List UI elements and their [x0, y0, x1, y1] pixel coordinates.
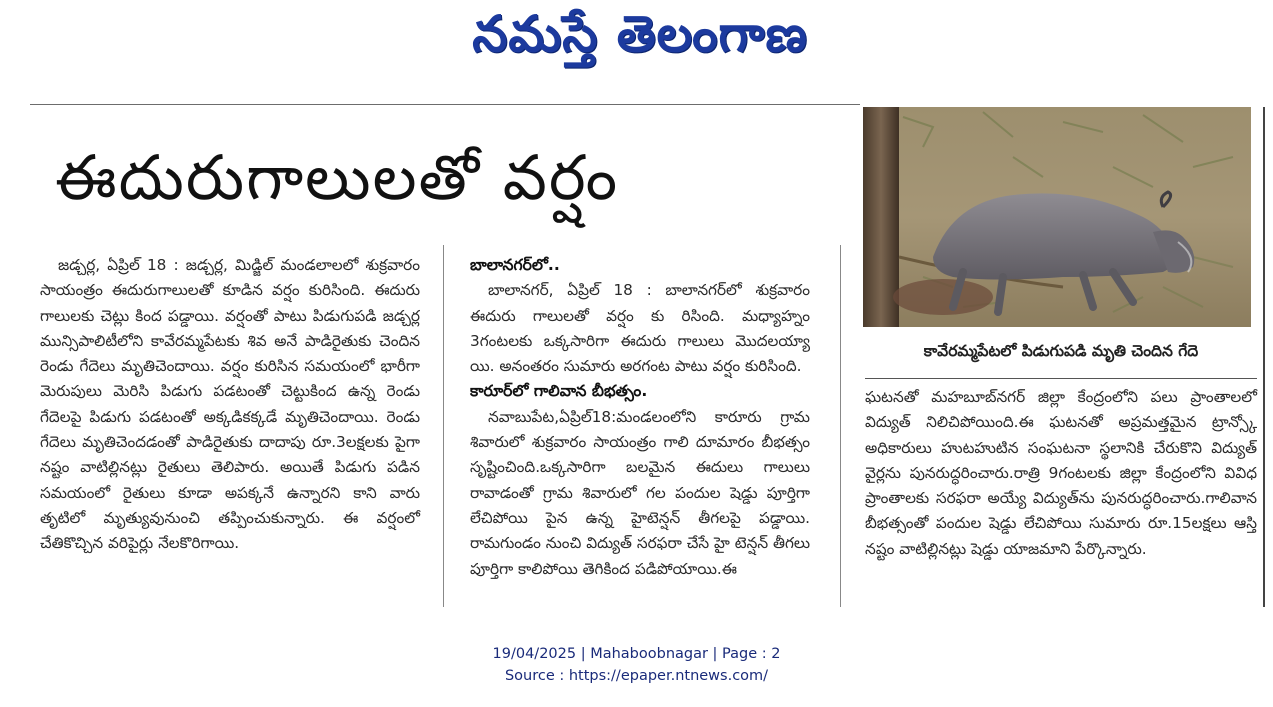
caption-divider — [865, 378, 1257, 379]
col2-paragraph-2: నవాబుపేట,ఏప్రిల్18:మండలంలోని కారూరు గ్రామ శివారులో శుక్రవారం సాయంత్రం గాలి దూమారం బీభత్సం సృష్టించింది.ఒక్కసారిగా బలమైన ఈదులు గాలులు రావాడంతో గ్రామ శివారులో గల పందుల షెడ్డు పూర్తిగా లేచిపోయి పైన ఉన్న హైటెన్షన్ తీగలపై పడ్డాయి. రామగుండం నుంచి విద్యుత్ సరఫరా చేసే హై టెన్షన్ తీగలు పూర్తిగా కాలిపోయి తెగికింద పడిపోయాయి.ఈ — [470, 407, 810, 578]
col2-subheading-karur: కారూర్‌లో గాలివాన బీభత్సం. — [470, 382, 648, 401]
photo-caption: కావేరమ్మపేటలో పిడుగుపడి మృతి చెందిన గేదె — [923, 342, 1199, 360]
footer-source-link[interactable]: Source : https://epaper.ntnews.com/ — [504, 668, 769, 684]
col2-subheading-balanagar: బాలానగర్‌లో.. — [470, 256, 560, 274]
page-right-border — [1263, 107, 1265, 607]
article-column-2 — [470, 253, 810, 582]
col1-paragraph: జడ్చర్ల, ఏప్రిల్ 18 : జడ్చర్ల, మిడ్జిల్ మండలాలలో శుక్రవారం సాయంత్రం ఈదురుగాలులతో కూడిన వర్షం కురిసింది. ఈదురు గాలులకు చెట్లు కింద పడ్డాయి. వర్షంతో పాటు పిడుగుపడి జడ్చర్ల మున్సిపాలిటీలోని కావేరమ్మపేటకు శివ అనే పాడిరైతుకు చెందిన రెండు గేదెలు మృతిచెందాయి. వర్షం కురిసిన సమయంలో భారీగా మెరుపులు మెరిసి పిడుగు పడటంతో చెట్టుకింద ఉన్న రెండు గేదెలపై పిడుగు పడటంతో అక్కడికక్కడే మృతిచెందాయి. రెండు గేదెలు మృతిచెందడంతో పాడిరైతుకు దాదాపు రూ.3లక్షలకు పైగా నష్టం వాటిల్లినట్లు రైతులు తెలిపారు. అయితే పిడుగు పడిన సమయంలో రైతులు కూడా అపక్కనే ఉన్నారని కాని వారు తృటిలో మృత్యువునుంచి తప్పించుకున్నారు. ఈ వర్షంలో చేతికొచ్చిన వరిపైర్లు నేలకొరిగాయి. — [40, 256, 420, 553]
article-headline: ఈదురుగాలులతో వర్షం — [55, 141, 620, 214]
column-divider — [840, 245, 841, 607]
page-footer — [0, 643, 1273, 687]
footer-date-edition: 19/04/2025 | Mahaboobnagar | Page : 2 — [492, 646, 781, 662]
buffalo-photo-image — [863, 107, 1251, 327]
buffalo-photo — [863, 107, 1251, 327]
column-divider — [443, 245, 444, 607]
col3-paragraph: ఘటనతో మహబూబ్‌నగర్ జిల్లా కేంద్రంలోని పలు ప్రాంతాలలో విద్యుత్ నిలిచిపోయింది.ఈ ఘటనతో అప్రమత్తమైన ట్రాన్స్కో అధికారులు హుటహుటిన సంఘటనా స్థలానికి చేరుకొని విద్యుత్ వైర్లను పునరుద్ధరించారు.రాత్రి 9గంటలకు జిల్లా కేంద్రంలోని వివిధ ప్రాంతాలకు సరఫరా అయ్యే విద్యుత్‌ను పునరుద్ధరించారు.గాలివాన బీభత్సంతో పందుల షెడ్డు లేచిపోయి సుమారు రూ.15లక్షలు ఆస్తి నష్టం వాటిల్లినట్లు షెడ్డు యాజమాని పేర్కొన్నారు. — [865, 388, 1257, 558]
article-column-3 — [865, 385, 1257, 562]
masthead-logo: నమస్తే తెలంగాణ — [472, 4, 808, 63]
masthead-divider — [30, 104, 860, 105]
article-column-1 — [40, 253, 420, 557]
col2-paragraph-1: బాలానగర్, ఏప్రిల్ 18 : బాలానగర్‌లో శుక్రవారం ఈదురు గాలులతో వర్షం కు రిసింది. మధ్యాహ్నం 3గంటలకు ఒక్కసారిగా ఈదురు గాలులు మొదలయ్యా యి. అనంతరం సుమారు అరగంట పాటు వర్షం కురిసింది. — [470, 281, 810, 376]
